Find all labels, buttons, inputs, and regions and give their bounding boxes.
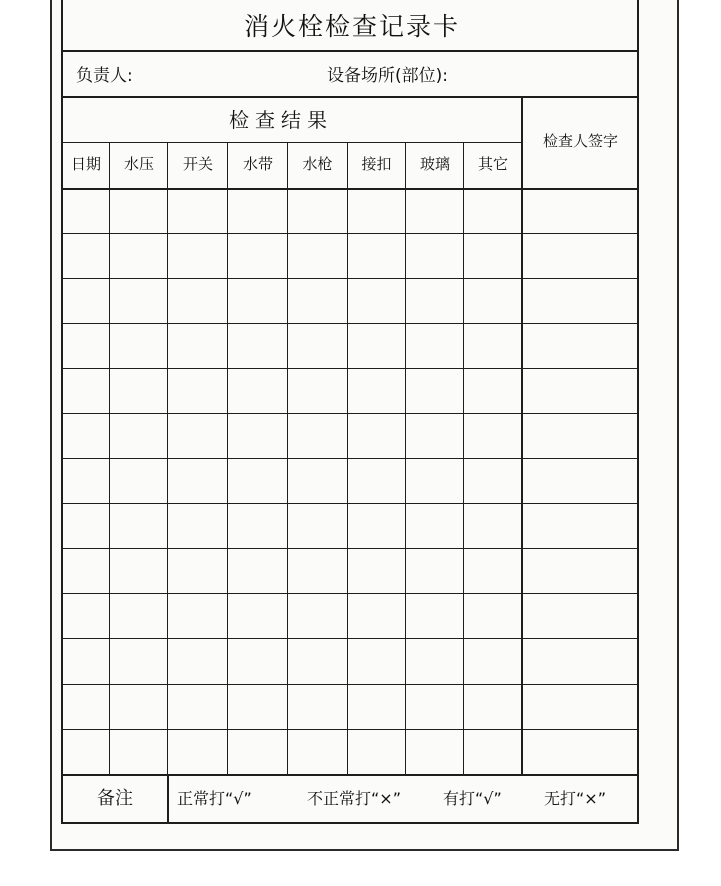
column-header-switch: 开关 [182,155,213,173]
column-header-hose: 水带 [242,155,273,173]
location-label: 设备场所(部位): [327,66,448,86]
table-row-line [63,188,637,190]
table-row-line [63,278,637,279]
table-row-line [63,548,637,549]
column-header-date: 日期 [70,155,101,173]
legend-normal: 正常打“√” [177,789,252,808]
table-row-line [63,233,637,234]
column-header-nozzle: 水枪 [302,155,333,173]
column-header-other: 其它 [477,155,508,173]
table-row-line [63,458,637,459]
signature-column-divider [521,96,523,774]
table-row-line [63,593,637,594]
legend-abnormal: 不正常打“×” [307,789,401,808]
form-title: 消火栓检查记录卡 [243,12,460,41]
legend-absent: 无打“×” [544,789,606,808]
divider [63,142,522,143]
table-row-line [63,368,637,369]
inspection-form [61,0,639,824]
column-header-coupling: 接扣 [361,155,392,173]
divider [63,96,637,98]
legend-present: 有打“√” [443,789,502,808]
table-row-line [63,638,637,639]
table-row-line [63,729,637,730]
table-row-line [63,503,637,504]
table-row-line [63,684,637,685]
signature-header: 检查人签字 [542,132,618,150]
responsible-label: 负责人: [76,66,133,86]
table-row-line [63,413,637,414]
column-header-glass: 玻璃 [419,155,450,173]
results-header: 检查结果 [229,108,333,132]
table-bottom-line [63,774,637,776]
divider [63,50,637,52]
remarks-divider [167,774,169,822]
remarks-label: 备注 [97,788,133,809]
column-header-water-pressure: 水压 [123,155,154,173]
table-row-line [63,323,637,324]
